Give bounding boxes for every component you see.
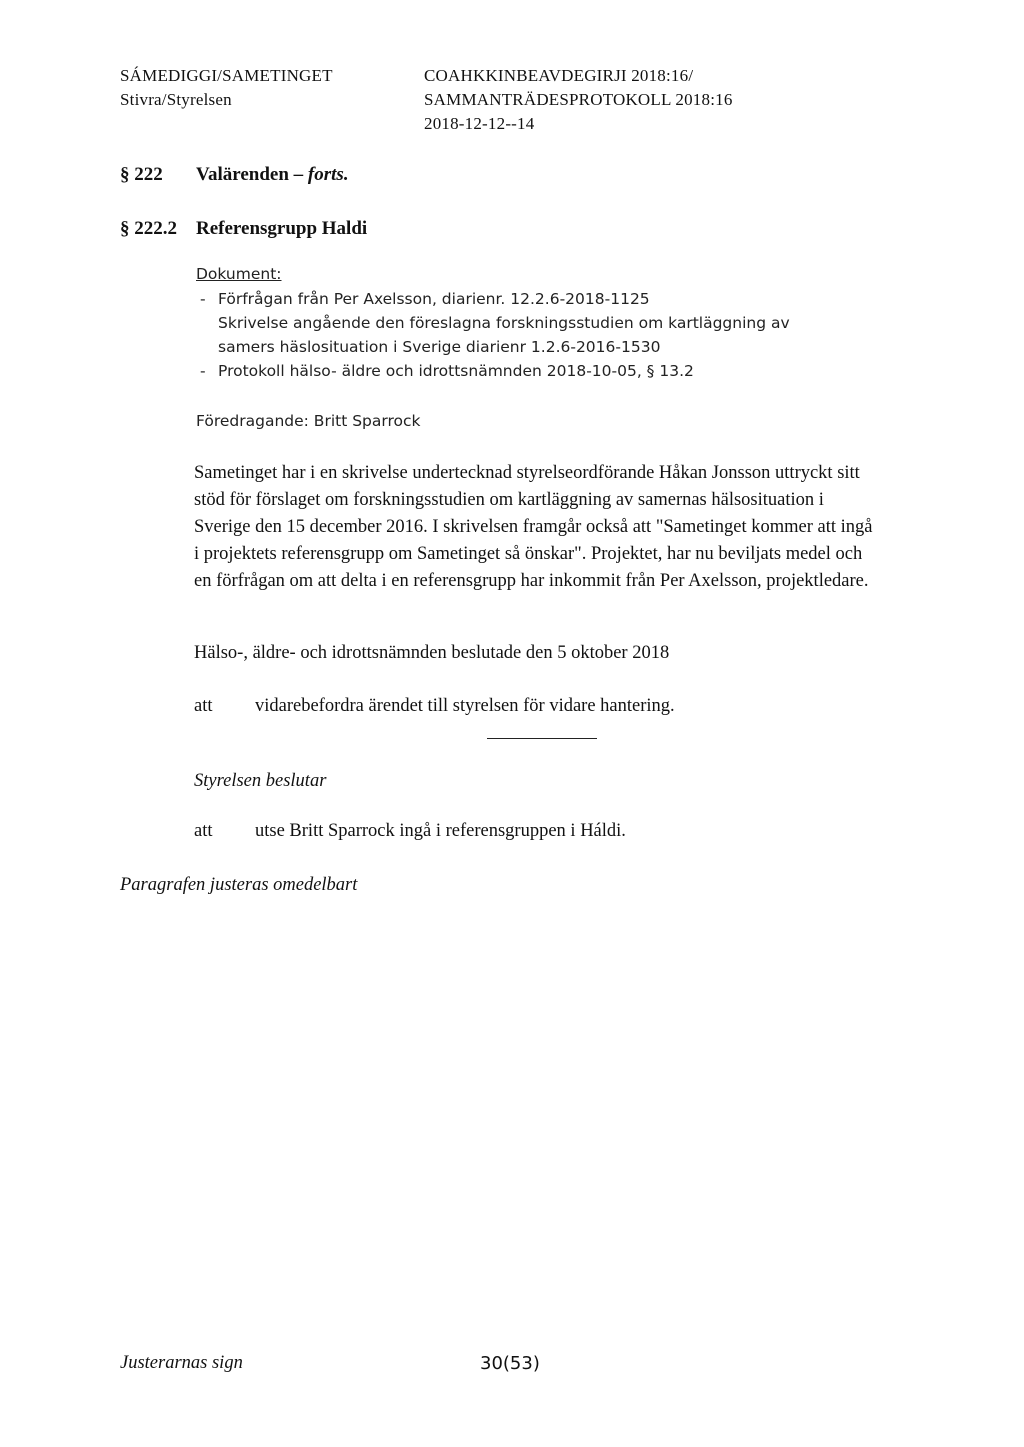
body-line: stöd för förslaget om forskningsstudien om kartläggning av samernas hälsosituation i	[194, 490, 824, 510]
page-number: 30(53)	[480, 1353, 540, 1374]
body-line: Sametinget har i en skrivelse undertecknad styrelseordförande Håkan Jonsson uttryckt sitt	[194, 463, 860, 483]
body-paragraph	[194, 460, 984, 595]
documents-dash-2: -	[200, 362, 206, 380]
document-item-1: Förfrågan från Per Axelsson, diarienr. 12.2.6-2018-1125	[218, 290, 650, 308]
committee-statement: Hälso-, äldre- och idrottsnämnden beslutade den 5 oktober 2018	[194, 643, 670, 663]
protocol-id-sami: COAHKKINBEAVDEGIRJI 2018:16/	[424, 66, 694, 85]
section-number: § 222	[120, 164, 163, 185]
documents-dash-1: -	[200, 290, 206, 308]
documents-heading: Dokument:	[196, 265, 282, 283]
board-heading: Styrelsen beslutar	[194, 771, 327, 791]
body-line: Sverige den 15 december 2016. I skrivelsen framgår också att "Sametinget kommer att ingå	[194, 517, 873, 537]
subsection-title: Referensgrupp Haldi	[196, 218, 368, 239]
presenter: Föredragande: Britt Sparrock	[196, 412, 421, 430]
section-title	[196, 164, 349, 186]
divider	[487, 738, 597, 739]
document-item-1-line3: samers häslosituation i Sverige diarienr 1.2.6-2016-1530	[218, 338, 661, 356]
section-title-suffix: forts.	[307, 164, 349, 185]
document-item-1-line2: Skrivelse angående den föreslagna forskningsstudien om kartläggning av	[218, 314, 790, 332]
board-att: att	[194, 821, 213, 841]
org-unit: Stivra/Styrelsen	[120, 90, 232, 109]
section-title-text: Valärenden –	[196, 164, 304, 185]
document-item-2: Protokoll hälso- äldre och idrottsnämnden 2018-10-05, § 13.2	[218, 362, 694, 380]
committee-decision: vidarebefordra ärendet till styrelsen för vidare hantering.	[255, 696, 675, 716]
board-decision: utse Britt Sparrock ingå i referensgruppen i Háldi.	[255, 821, 626, 841]
committee-att: att	[194, 696, 213, 716]
body-line: i projektets referensgrupp om Sametinget så önskar". Projektet, har nu beviljats medel och	[194, 544, 863, 564]
closing-note: Paragrafen justeras omedelbart	[120, 875, 358, 895]
body-line: en förfrågan om att delta i en referensgrupp har inkommit från Per Axelsson, projektledare.	[194, 571, 869, 591]
meeting-date: 2018-12-12--14	[424, 114, 535, 133]
subsection-number: § 222.2	[120, 218, 177, 239]
org-name: SÁMEDIGGI/SAMETINGET	[120, 66, 333, 85]
protocol-id-swedish: SAMMANTRÄDESPROTOKOLL 2018:16	[424, 90, 733, 109]
signature-label: Justerarnas sign	[120, 1353, 243, 1373]
